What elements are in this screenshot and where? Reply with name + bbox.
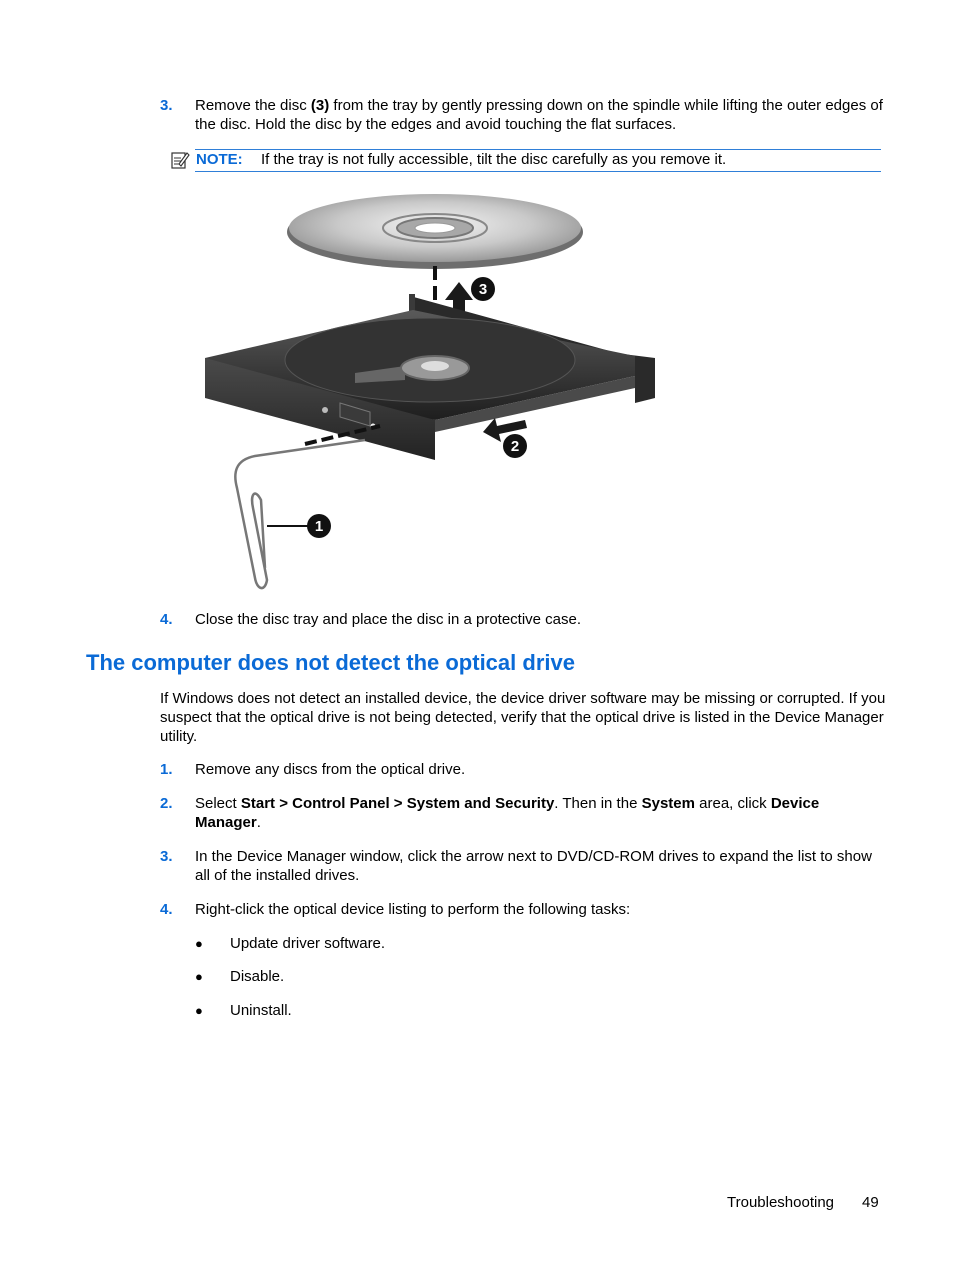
step-number: 3. (160, 97, 173, 114)
step-text (195, 96, 885, 134)
step-text: Close the disc tray and place the disc in a protective case. (195, 611, 582, 628)
step-text-bold: (3) (310, 97, 330, 114)
step-text-part: area, click (694, 795, 771, 812)
step-text-part: Remove the disc (195, 97, 311, 114)
menu-path: Start > Control Panel > System and Security (240, 795, 555, 812)
note-pencil-icon (170, 150, 190, 170)
step-text: Remove any discs from the optical drive. (195, 761, 466, 778)
disc (287, 194, 583, 269)
footer-section-name: Troubleshooting (727, 1194, 835, 1211)
note-divider-bottom (195, 171, 881, 172)
callout-1 (307, 514, 331, 538)
step-number: 4. (160, 901, 173, 918)
list-item: Disable. (230, 968, 285, 985)
bullet-icon: ● (195, 969, 203, 984)
paper-clip (235, 440, 365, 588)
step-text: In the Device Manager window, click the arrow next to DVD/CD-ROM drives to expand the list to show all of the installed drives. (195, 848, 872, 884)
callout-3 (471, 277, 495, 301)
callout-1-label: 1 (314, 518, 324, 535)
page-number: 49 (862, 1194, 879, 1211)
note-box (170, 149, 881, 171)
optical-drive-illustration (195, 188, 665, 593)
step-text-part: . (256, 814, 261, 831)
callout-2-label: 2 (510, 438, 520, 455)
bullet-icon: ● (195, 936, 203, 951)
section-intro: If Windows does not detect an installed device, the device driver software may be missing or corrupted. If you suspect that the optical drive is not being detected, verify that the optical drive is listed in the Device Manager utility. (160, 690, 886, 745)
step-text-part: . Then in the (554, 795, 642, 812)
device-manager-label: Device Manager (195, 795, 820, 831)
system-label: System (641, 795, 695, 812)
step-text-part: from the tray by gently pressing down on the spindle while lifting the outer edges of the disc. Hold the disc by the edges and avoid touching the flat surfaces. (195, 97, 883, 133)
step-number: 1. (160, 761, 173, 778)
step-number: 3. (160, 848, 173, 865)
callout-2 (503, 434, 527, 458)
step-text: Right-click the optical device listing to perform the following tasks: (195, 901, 631, 918)
list-item: Update driver software. (230, 935, 386, 952)
bullet-icon: ● (195, 1003, 203, 1018)
step-text (195, 794, 885, 832)
step-number: 2. (160, 795, 173, 812)
step-number: 4. (160, 611, 173, 628)
led-indicator (322, 407, 328, 413)
list-item: Uninstall. (230, 1002, 292, 1019)
note-text: If the tray is not fully accessible, tilt the disc carefully as you remove it. (261, 151, 727, 168)
callout-3-label: 3 (478, 281, 488, 298)
note-label: NOTE: (196, 151, 243, 168)
section-heading: The computer does not detect the optical drive (86, 650, 575, 675)
step-text-part: Select (195, 795, 241, 812)
spindle-hub (421, 361, 449, 371)
